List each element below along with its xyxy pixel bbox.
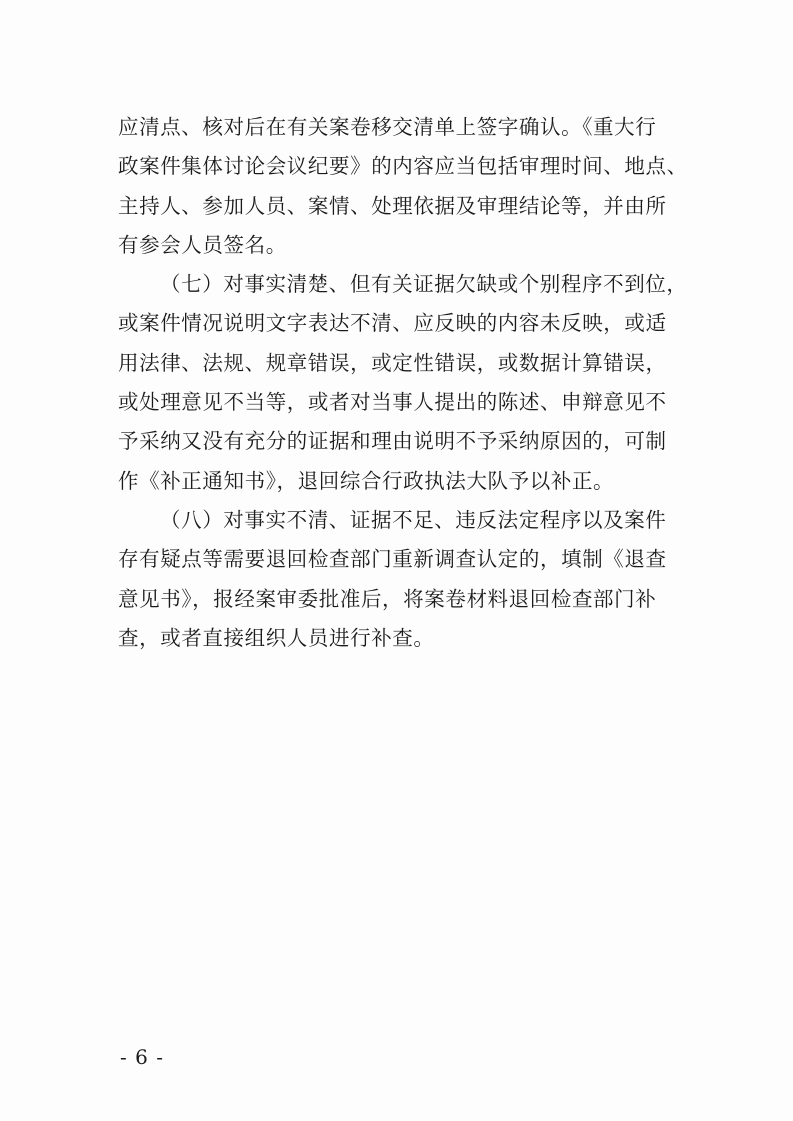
paragraph-continuation-line-3: 主持人、参加人员、案情、处理依据及审理结论等，并由所 xyxy=(118,193,667,218)
paragraph-item-8-line-4: 查，或者直接组织人员进行补查。 xyxy=(118,625,435,650)
paragraph-item-7-line-6: 作《补正通知书》，退回综合行政执法大队予以补正。 xyxy=(118,468,615,493)
paragraph-item-8-line-2: 存有疑点等需要退回检查部门重新调查认定的，填制《退查 xyxy=(118,547,667,572)
paragraph-item-7-line-4: 或处理意见不当等，或者对当事人提出的陈述、申辩意见不 xyxy=(118,390,667,415)
paragraph-item-8-line-1: （八）对事实不清、证据不足、违反法定程序以及案件 xyxy=(160,507,667,532)
paragraph-continuation-line-2: 政案件集体讨论会议纪要》的内容应当包括审理时间、地点、 xyxy=(118,154,688,179)
paragraph-item-7-line-3: 用法律、法规、规章错误，或定性错误，或数据计算错误， xyxy=(118,350,667,375)
paragraph-item-8-line-3: 意见书》，报经案审委批准后，将案卷材料退回检查部门补 xyxy=(118,586,657,611)
paragraph-item-7-line-5: 予采纳又没有充分的证据和理由说明不予采纳原因的，可制 xyxy=(118,429,667,454)
paragraph-continuation-line-1: 应清点、核对后在有关案卷移交清单上签字确认。《重大行 xyxy=(118,115,657,139)
paragraph-item-7-line-2: 或案件情况说明文字表达不清、应反映的内容未反映，或适 xyxy=(118,311,667,336)
page-number: - 6 - xyxy=(120,1045,164,1069)
body-text xyxy=(118,108,688,658)
paragraph-item-7-line-1: （七）对事实清楚、但有关证据欠缺或个别程序不到位， xyxy=(160,272,688,297)
paragraph-continuation-line-4: 有参会人员签名。 xyxy=(118,232,287,257)
